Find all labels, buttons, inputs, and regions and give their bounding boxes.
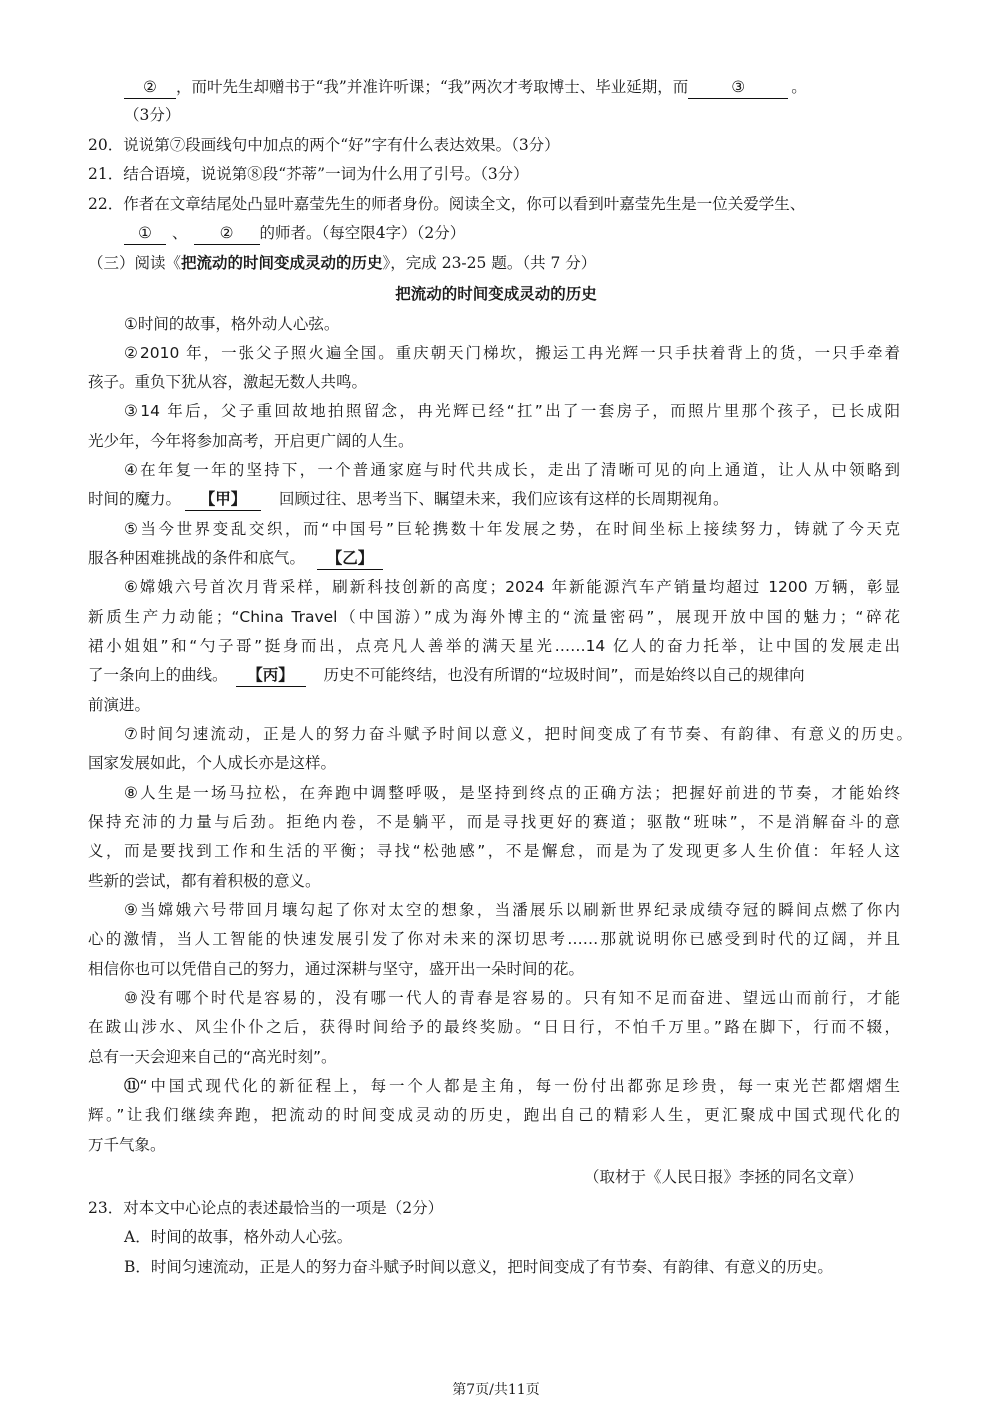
para-6-line5: 前演进。 [88,696,151,714]
q19-end: 。 [791,78,807,96]
para-7-line2: 国家发展如此，个人成长亦是这样。 [88,754,337,772]
para-4-text-a: 时间的魔力。 [88,490,182,508]
para-9-line3: 相信你也可以凭借自己的努力，通过深耕与坚守，盛开出一朵时间的花。 [88,960,585,978]
para-3-line1: ③14 年后，父子重回故地拍照留念，冉光辉已经“扛”出了一套房子，而照片里那个孩子，已长成阳 [124,402,900,420]
q19-text: ，而叶先生却赠书于“我”并准许听课；“我”两次才考取博士、毕业延期，而 [176,78,689,96]
para-10-line2: 在跋山涉水、风尘仆仆之后，获得时间给予的最终奖励。“日日行，不怕千万里。”路在脚下，行而不辍， [88,1018,900,1036]
para-2-line1: ②2010 年，一张父子照火遍全国。重庆朝天门梯坎，搬运工冉光辉一只手扶着背上的货，一只手牵着 [124,344,900,362]
para-6-text-a: 了一条向上的曲线。 [88,666,228,684]
para-8-line4: 些新的尝试，都有着积极的意义。 [88,872,321,890]
para-1: ①时间的故事，格外动人心弦。 [124,315,340,333]
para-6-line3: 裙小姐姐”和“勺子哥”挺身而出，点亮凡人善举的满天星光……14 亿人的奋力托举，让中国的发展走出 [88,637,900,655]
q22-tail: 的师者。（每空限4字）（2分） [259,224,466,242]
section-3-suffix: 》，完成 23-25 题。（共 7 分） [382,254,597,272]
para-4-text-b: 回顾过往、思考当下、瞩望未来，我们应该有这样的长周期视角。 [279,490,729,508]
para-6-line1: ⑥嫦娥六号首次月背采样，刷新科技创新的高度；2024 年新能源汽车产销量均超过 1200 万辆，彰显 [124,578,900,596]
para-9-line1: ⑨当嫦娥六号带回月壤勾起了你对太空的想象，当潘展乐以刷新世界纪录成绩夺冠的瞬间点燃了你内 [124,901,900,919]
para-5-line1: ⑤当今世界变乱交织，而“中国号”巨轮携数十年发展之势，在时间坐标上接续努力，铸就了今天克 [124,520,900,538]
question-22-line2 [124,222,465,245]
para-2-line2: 孩子。重负下犹从容，激起无数人共鸣。 [88,373,368,391]
para-10-line3: 总有一天会迎来自己的“高光时刻”。 [88,1048,337,1066]
question-23-stem: 23．对本文中心论点的表述最恰当的一项是（2分） [88,1199,444,1217]
question-22-line1: 22．作者在文章结尾处凸显叶嘉莹先生的师者身份。阅读全文，你可以看到叶嘉莹先生是一位关爱学生、 [88,195,806,213]
para-7-line1: ⑦时间匀速流动，正是人的努力奋斗赋予时间以意义，把时间变成了有节奏、有韵律、有意义的历史。 [124,725,912,743]
article-title: 把流动的时间变成灵动的历史 [395,285,597,303]
para-5-line2 [88,547,383,570]
section-3-title: 把流动的时间变成灵动的历史 [181,253,383,272]
q22-sep: 、 [172,224,188,242]
question-23-option-b: B．时间匀速流动，正是人的努力奋斗赋予时间以意义，把时间变成了有节奏、有韵律、有意义的历史。 [124,1258,833,1276]
q22-blank-2: ② [194,222,260,245]
para-11-line2: 辉。”让我们继续奔跑，把流动的时间变成灵动的历史，跑出自己的精彩人生，更汇聚成中国式现代化的 [88,1106,900,1124]
para-5-text: 服各种困难挑战的条件和底气。 [88,549,306,567]
para-4-line1: ④在年复一年的坚持下，一个普通家庭与时代共成长，走出了清晰可见的向上通道，让人从中领略到 [124,461,900,479]
para-8-line3: 义，而是要找到工作和生活的平衡；寻找“松弛感”，不是懈怠，而是为了发现更多人生价值：年轻人这 [88,842,900,860]
blank-yi: 【乙】 [317,547,383,570]
section-3-prefix: （三）阅读《 [88,254,182,272]
para-10-line1: ⑩没有哪个时代是容易的，没有哪一代人的青春是容易的。只有知不足而奋进、望远山而前行，才能 [124,989,900,1007]
para-11-line3: 万千气象。 [88,1136,166,1154]
para-11-text: “中国式现代化的新征程上，每一个人都是主角，每一份付出都弥足珍贵，每一束光芒都熠熠生 [139,1077,900,1095]
para-6-line2: 新质生产力动能；“China Travel（中国游）”成为海外博主的“流量密码”，展现开放中国的魅力；“碎花 [88,608,900,626]
page-footer: 第7页/共11页 [452,1382,540,1398]
section-3-heading [88,252,596,274]
q19-line1 [124,76,807,99]
q19-blank-2: ② [124,76,176,99]
article-source: （取材于《人民日报》李拯的同名文章） [584,1168,864,1186]
para-8-line2: 保持充沛的力量与后劲。拒绝内卷，不是躺平，而是寻找更好的赛道；驱散“班味”，不是消解奋斗的意 [88,813,900,831]
q22-blank-1: ① [124,222,166,245]
para-6-line4 [88,664,805,687]
para-11-number: ⑪ [124,1077,140,1095]
question-23-option-a: A．时间的故事，格外动人心弦。 [124,1228,353,1246]
para-6-text-b: 历史不可能终结，也没有所谓的“垃圾时间”，而是始终以自己的规律向 [323,666,805,684]
para-11-line1 [124,1075,900,1097]
para-4-line2 [88,488,729,511]
q19-score: （3分） [124,106,181,124]
para-9-line2: 心的激情，当人工智能的快速发展引发了你对未来的深切思考……那就说明你已感受到时代的辽阔，并且 [88,930,900,948]
question-20: 20．说说第⑦段画线句中加点的两个“好”字有什么表达效果。（3分） [88,136,560,154]
question-21: 21．结合语境，说说第⑧段“芥蒂”一词为什么用了引号。（3分） [88,165,529,183]
q19-blank-3: ③ [688,76,788,99]
blank-jia: 【甲】 [185,488,261,511]
para-8-line1: ⑧人生是一场马拉松，在奔跑中调整呼吸，是坚持到终点的正确方法；把握好前进的节奏，才能始终 [124,784,900,802]
blank-bing: 【丙】 [236,664,306,687]
para-3-line2: 光少年，今年将参加高考，开启更广阔的人生。 [88,432,414,450]
